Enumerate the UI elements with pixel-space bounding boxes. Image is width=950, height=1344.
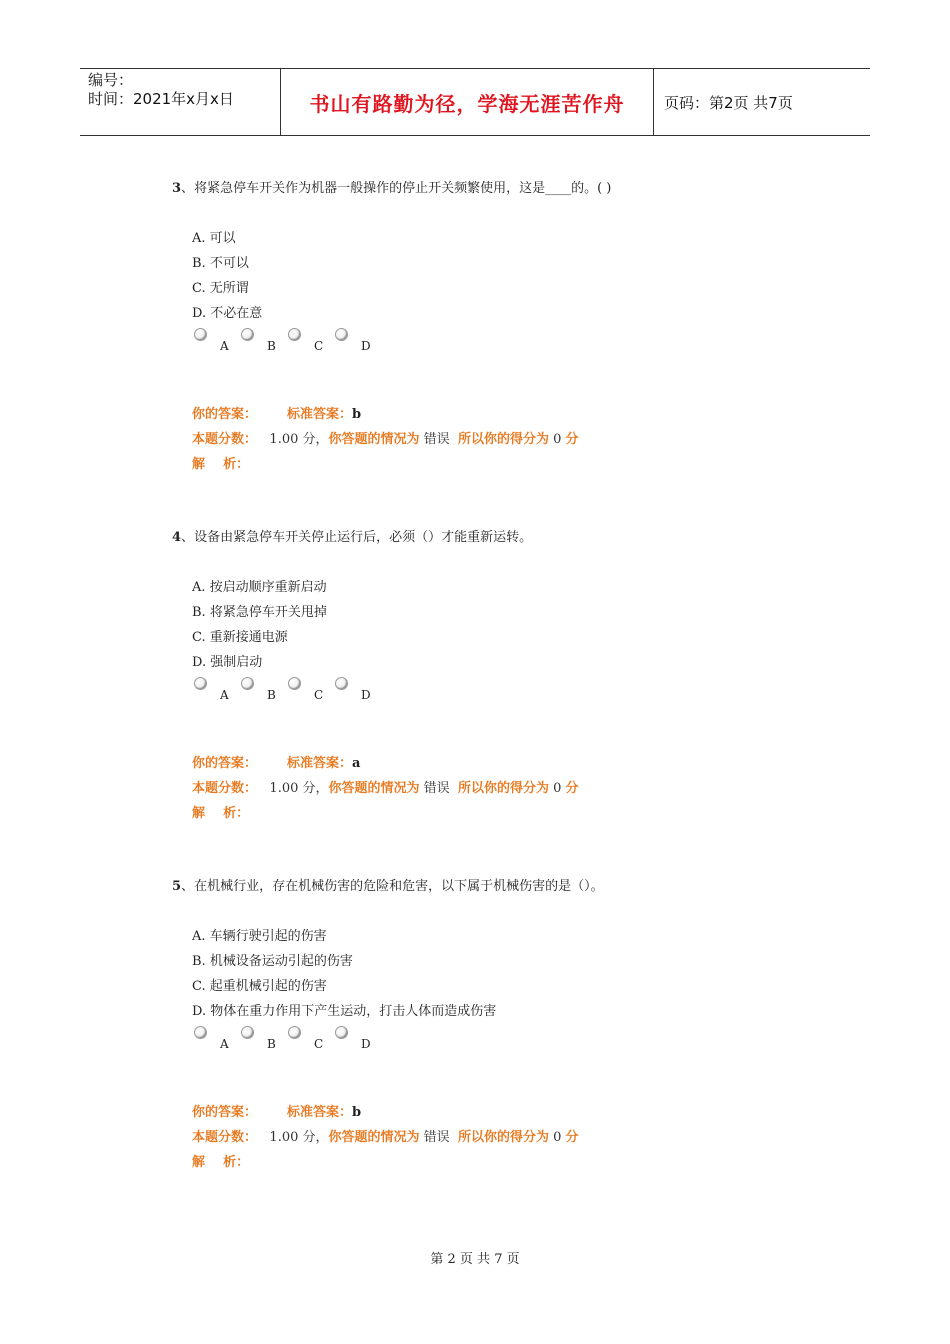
radio-group: A B C D <box>194 328 792 354</box>
standard-answer: b <box>352 1105 362 1120</box>
option-b: B. 不可以 <box>192 256 249 271</box>
radio-icon[interactable] <box>335 677 348 690</box>
status-value: 错误 <box>423 1130 450 1145</box>
analysis-line: 解 析： <box>192 457 250 472</box>
radio-icon[interactable] <box>194 677 207 690</box>
radio-icon[interactable] <box>241 328 254 341</box>
answer-line: 你的答案： 标准答案：a <box>192 756 361 771</box>
answer-line: 你的答案： 标准答案：b <box>192 407 362 422</box>
option-c: C. 无所谓 <box>192 281 249 296</box>
score-line: 本题分数： 1.00 分，你答题的情况为 错误 所以你的得分为 0 分 <box>192 1130 579 1145</box>
radio-icon[interactable] <box>194 1026 207 1039</box>
option-list <box>192 924 792 1024</box>
radio-group: A B C D <box>194 1026 792 1052</box>
document-number: 编号： <box>88 71 134 89</box>
radio-icon[interactable] <box>335 328 348 341</box>
option-c: C. 起重机械引起的伤害 <box>192 979 327 994</box>
option-b: B. 将紧急停车开关甩掉 <box>192 605 327 620</box>
header-page-number: 页码：第2页 共7页 <box>664 93 793 112</box>
radio-icon[interactable] <box>335 1026 348 1039</box>
radio-icon[interactable] <box>241 1026 254 1039</box>
option-a: A. 按启动顺序重新启动 <box>192 580 327 595</box>
option-c: C. 重新接通电源 <box>192 630 288 645</box>
option-list <box>192 226 792 326</box>
option-b: B. 机械设备运动引起的伤害 <box>192 954 353 969</box>
question-3 <box>172 180 792 477</box>
header-motto: 书山有路勤为径，学海无涯苦作舟 <box>281 69 654 135</box>
question-title: 5、在机械行业，存在机械伤害的危险和危害，以下属于机械伤害的是（）。 <box>172 879 604 894</box>
radio-icon[interactable] <box>288 677 301 690</box>
score-line: 本题分数： 1.00 分，你答题的情况为 错误 所以你的得分为 0 分 <box>192 432 579 447</box>
option-d: D. 强制启动 <box>192 655 263 670</box>
analysis-line: 解 析： <box>192 806 250 821</box>
question-5 <box>172 878 792 1175</box>
document-date: 时间：2021年x月x日 <box>88 90 234 108</box>
analysis-line: 解 析： <box>192 1155 250 1170</box>
option-d: D. 物体在重力作用下产生运动，打击人体而造成伤害 <box>192 1004 497 1019</box>
score-line: 本题分数： 1.00 分，你答题的情况为 错误 所以你的得分为 0 分 <box>192 781 579 796</box>
answer-block <box>192 402 792 477</box>
page-header <box>80 68 870 136</box>
question-title: 3、将紧急停车开关作为机器一般操作的停止开关频繁使用，这是____的。( ) <box>172 181 612 196</box>
answer-block <box>192 1100 792 1175</box>
status-value: 错误 <box>423 432 450 447</box>
option-d: D. 不必在意 <box>192 306 263 321</box>
standard-answer: b <box>352 407 362 422</box>
option-list <box>192 575 792 675</box>
option-a: A. 车辆行驶引起的伤害 <box>192 929 327 944</box>
question-title: 4、设备由紧急停车开关停止运行后，必须（）才能重新运转。 <box>172 530 533 545</box>
answer-line: 你的答案： 标准答案：b <box>192 1105 362 1120</box>
question-4 <box>172 529 792 826</box>
radio-icon[interactable] <box>241 677 254 690</box>
header-left <box>80 69 281 135</box>
status-value: 错误 <box>423 781 450 796</box>
answer-block <box>192 751 792 826</box>
radio-group: A B C D <box>194 677 792 703</box>
page-footer: 第 2 页 共 7 页 <box>430 1252 520 1267</box>
radio-icon[interactable] <box>194 328 207 341</box>
option-a: A. 可以 <box>192 231 236 246</box>
radio-icon[interactable] <box>288 1026 301 1039</box>
standard-answer: a <box>352 756 361 771</box>
radio-icon[interactable] <box>288 328 301 341</box>
